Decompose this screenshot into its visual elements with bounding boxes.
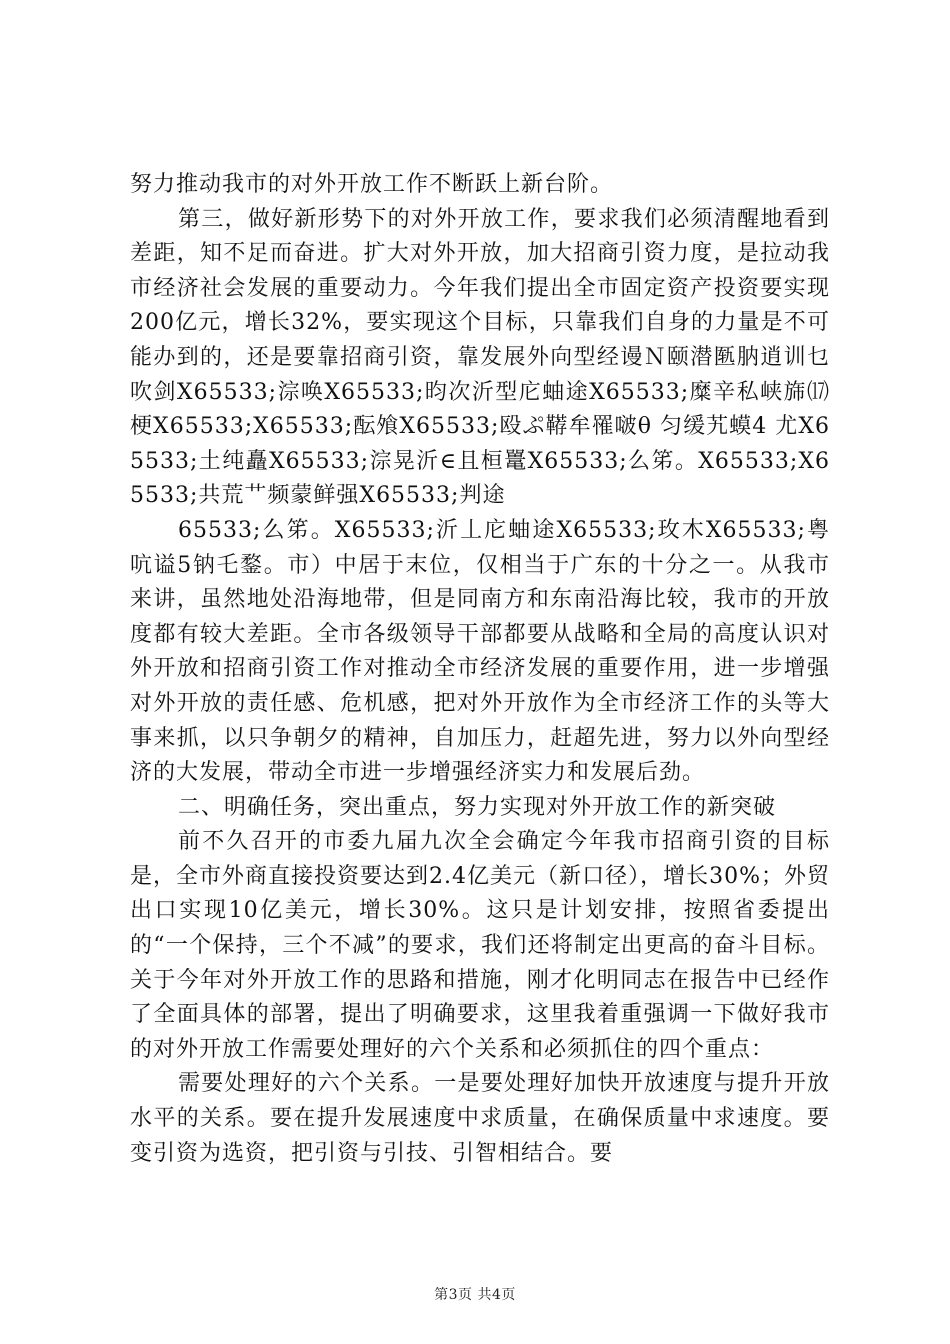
paragraph-1: 努力推动我市的对外开放工作不断跃上新台阶。 <box>130 172 614 197</box>
paragraph-4: 前不久召开的市委九届九次全会确定今年我市招商引资的目标是，全市外商直接投资要达到2.4亿美元（新口径），增长30%；外贸出口实现10亿美元，增长30%。这只是计划安排，按照省委提出的“一个保持，三个不减”的要求，我们还将制定出更高的奋斗目标。关于今年对外开放工作的思路和措施，刚才化明同志在报告中已经作了全面具体的部署，提出了明确要求，这里我着重强调一下做好我市的对外开放工作需要处理好的六个关系和必须抓住的四个重点： <box>130 829 830 1062</box>
section-heading-2: 二、明确任务，突出重点，努力实现对外开放工作的新突破 <box>178 794 777 820</box>
document-body <box>130 168 830 1171</box>
paragraph-5: 需要处理好的六个关系。一是要处理好加快开放速度与提升开放水平的关系。要在提升发展速度中求质量，在确保质量中求速度。要变引资为选资，把引资与引技、引智相结合。要 <box>130 1071 830 1166</box>
page-number-footer: 第3页 共4页 <box>434 1287 516 1303</box>
paragraph-3: 65533;么笫。X65533;沂丄庀蚰途X65533;玫木X65533;粤吭谥5钠乇鍪。市）中居于末位，仅相当于广东的十分之一。从我市来讲，虽然地处沿海地带，但是同南方和东南沿海比较，我市的开放度都有较大差距。全市各级领导干部都要从战略和全局的高度认识对外开放和招商引资工作对推动全市经济发展的重要作用，进一步增强对外开放的责任感、危机感，把对外开放作为全市经济工作的头等大事来抓，以只争朝夕的精神，自加压力，赶超先进，努力以外向型经济的大发展，带动全市进一步增强经济实力和发展后劲。 <box>130 517 830 786</box>
paragraph-2: 第三，做好新形势下的对外开放工作，要求我们必须清醒地看到差距，知不足而奋进。扩大对外开放，加大招商引资力度，是拉动我市经济社会发展的重要动力。今年我们提出全市固定资产投资要实现200亿元，增长32%，要实现这个目标，只靠我们自身的力量是不可能办到的，还是要靠招商引资，靠发展外向型经谩Ｎ颐潜匦肭逍训乜吹剑X65533;淙唤X65533;昀次沂型庀蚰途X65533;糜辛私峡旆⒄梗X65533;X65533;酝飧X65533;殴ぷ鞯牟罹啵θ 匀缓艽蟆4 尤X65533;土纯矗X65533;淙晃沂∈且桓鼍X65533;么笫。X65533;X65533;共荒艹频蒙鲜强X65533;判途 <box>130 206 830 509</box>
